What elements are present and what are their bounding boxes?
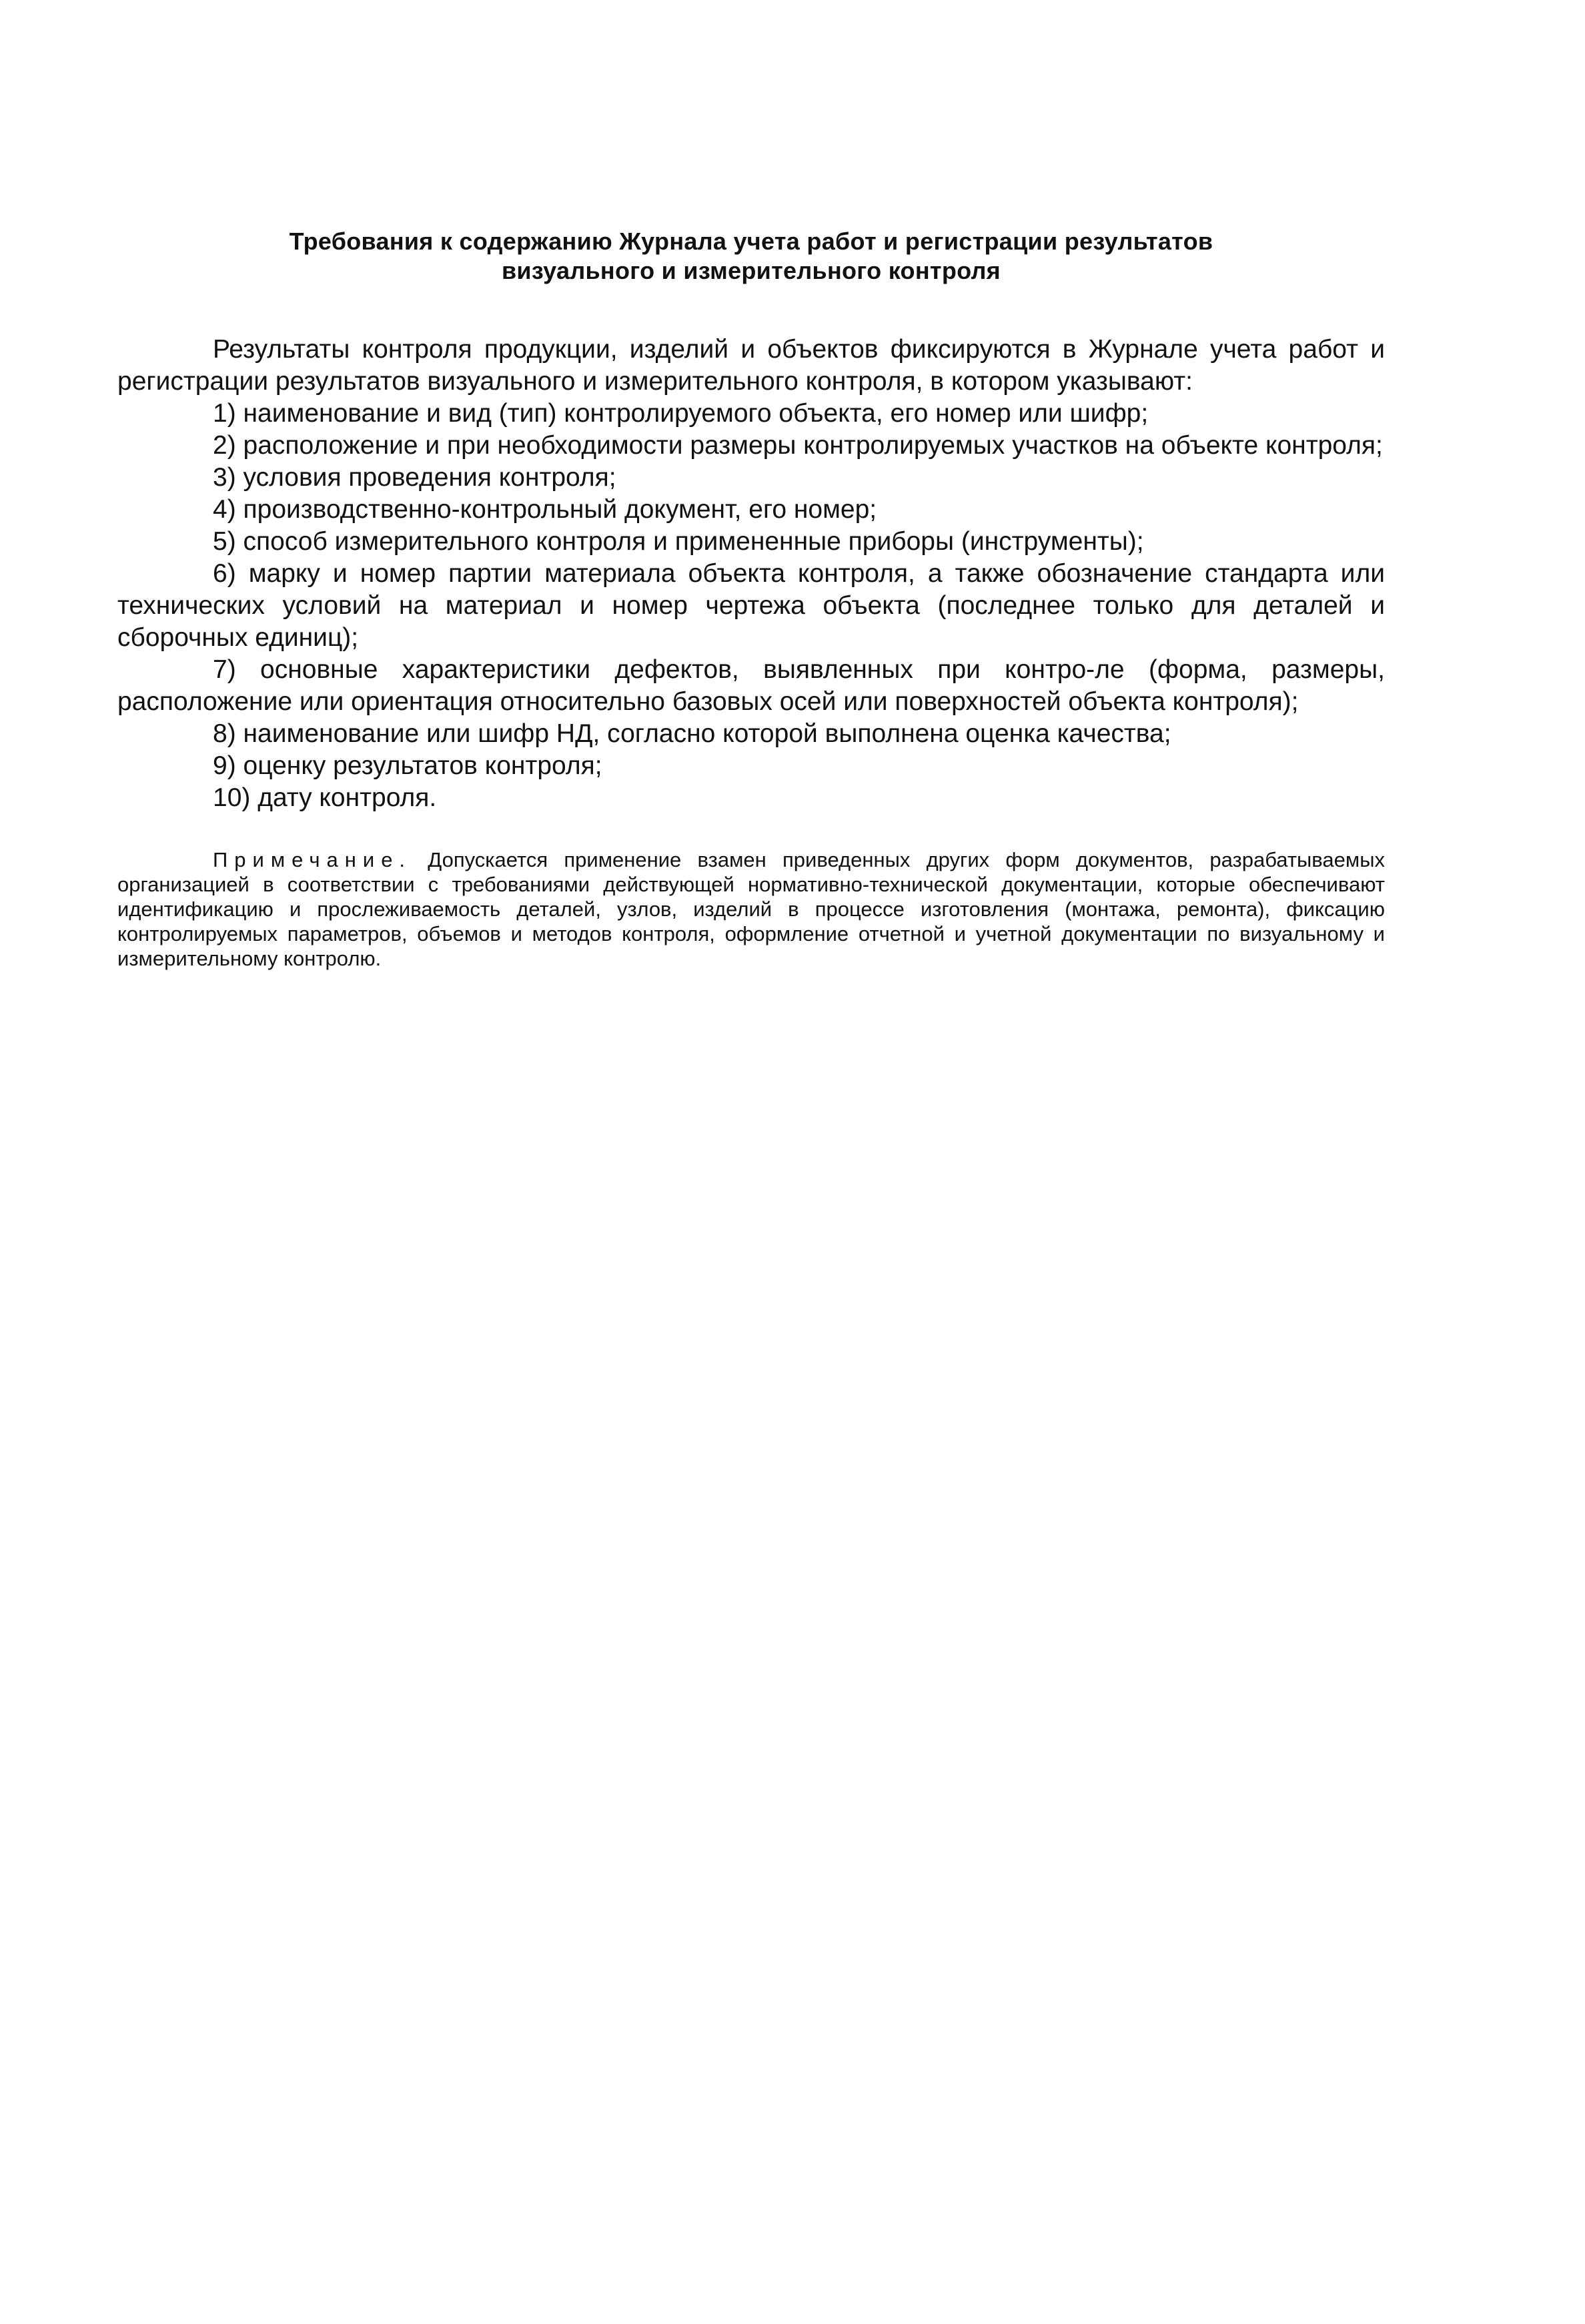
title-line-1: Требования к содержанию Журнала учета работ и регистрации результатов [289,228,1213,255]
note-label: Примечание. [213,848,412,871]
document-page [117,227,1385,992]
list-item: 4) производственно-контрольный документ, его номер; [213,495,877,524]
list-item: 9) оценку результатов контроля; [213,751,602,780]
list-item: 2) расположение и при необходимости размеры контролируемых участков на объекте контроля; [213,431,1383,460]
list-item: 1) наименование и вид (тип) контролируемого объекта, его номер или шифр; [213,399,1149,428]
list-item: 10) дату контроля. [213,783,437,812]
requirements-list [117,398,1385,814]
intro-paragraph: Результаты контроля продукции, изделий и объектов фиксируются в Журнале учета работ и регистрации результатов визуального и измерительного контроля, в котором указывают: [117,335,1385,396]
title-line-2: визуального и измерительного контроля [502,257,1001,284]
note-text: Допускается применение взамен приведенных других форм документов, разрабатываемых организацией в соответствии с требованиями действующей нормативно-технической документации, которые обеспечивают идентификацию и прослеживаемость деталей, узлов, изделий в процессе изготовления (монтажа, ремонта), фиксацию контролируемых параметров, объемов и методов контроля, оформление отчетной и учетной документации по визуальному и измерительному контролю. [117,848,1385,970]
document-body [117,334,1385,814]
list-item: 5) способ измерительного контроля и примененные приборы (инструменты); [213,527,1144,556]
note-paragraph [117,847,1385,971]
document-title [117,227,1385,286]
list-item: 3) условия проведения контроля; [213,463,616,492]
list-item: 7) основные характеристики дефектов, выявленных при контро-ле (форма, размеры, расположение или ориентация относительно базовых осей или поверхностей объекта контроля); [117,655,1385,716]
list-item: 6) марку и номер партии материала объекта контроля, а также обозначение стандарта или технических условий на материал и номер чертежа объекта (последнее только для деталей и сборочных единиц); [117,559,1385,652]
list-item: 8) наименование или шифр НД, согласно которой выполнена оценка качества; [213,719,1171,748]
